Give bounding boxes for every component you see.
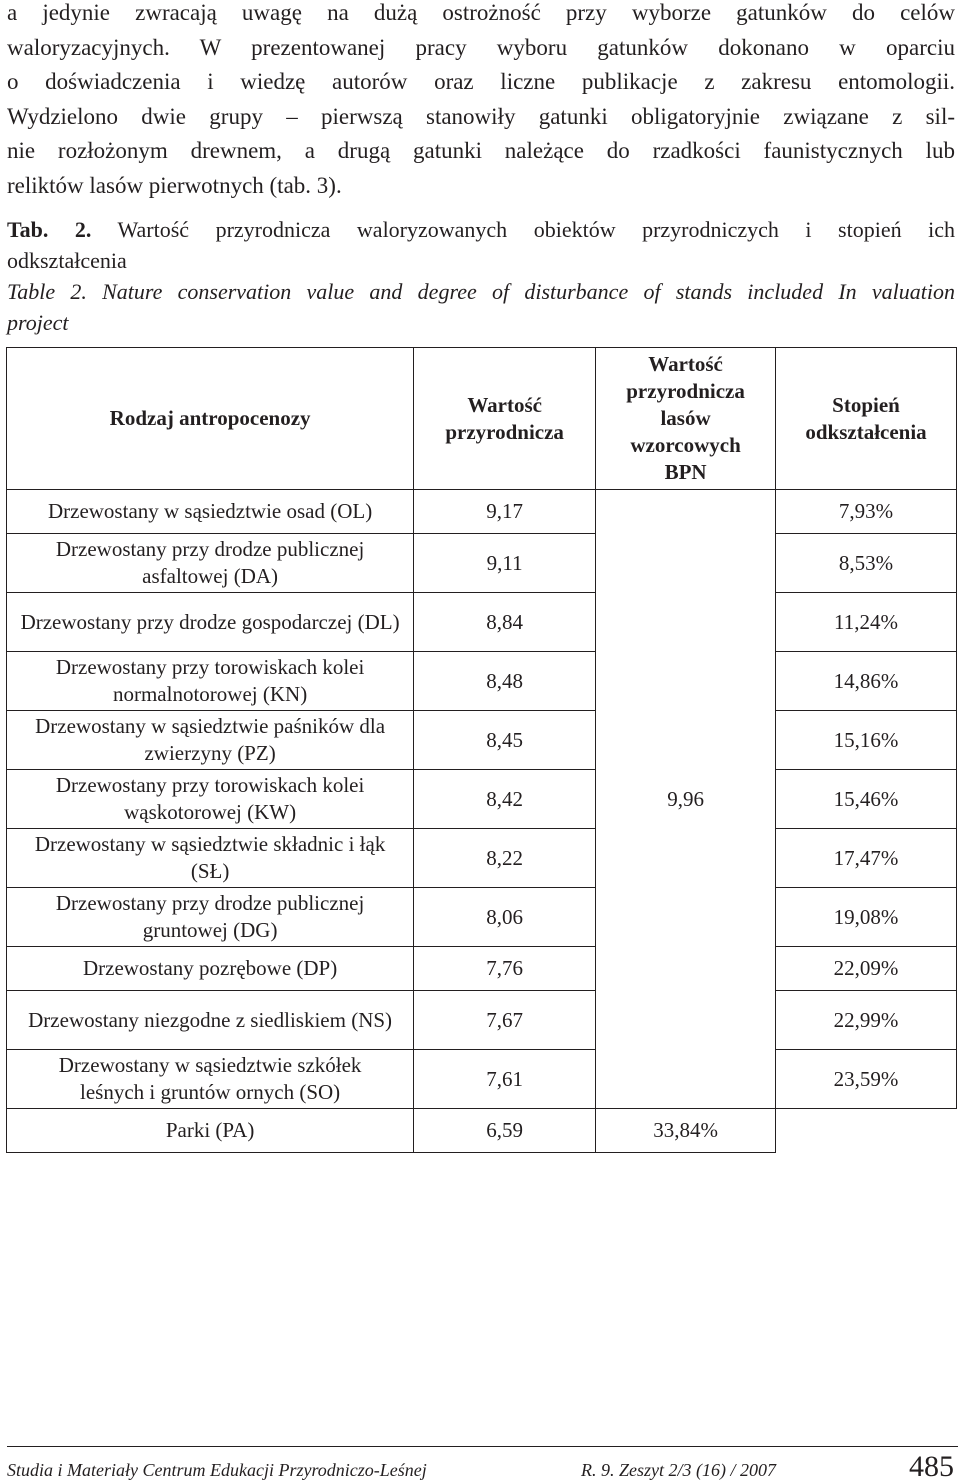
- row-type: Drzewostany w sąsiedztwie składnic i łąk (SŁ): [7, 829, 414, 888]
- footer-journal: Studia i Materiały Centrum Edukacji Przyrodniczo-Leśnej: [7, 1460, 427, 1480]
- table-row: [7, 770, 957, 829]
- caption-pl-line-2: odkształcenia: [7, 248, 127, 273]
- caption-pl-text: Wartość przyrodnicza waloryzowanych obiektów przyrodniczych i stopień ich: [117, 217, 955, 242]
- row-disturbance: 11,24%: [776, 593, 957, 652]
- table-row: [7, 652, 957, 711]
- row-value: 7,67: [414, 991, 596, 1050]
- caption-label: Tab. 2.: [7, 217, 92, 242]
- row-value: 8,22: [414, 829, 596, 888]
- table-row: [7, 593, 957, 652]
- row-disturbance: 15,46%: [776, 770, 957, 829]
- table-caption: [7, 214, 955, 338]
- table-row: [7, 1109, 957, 1153]
- table-row: [7, 1050, 957, 1109]
- paragraph-line: waloryzacyjnych. W prezentowanej pracy wyboru gatunków dokonano w oparciu: [7, 34, 955, 60]
- row-type: Drzewostany przy torowiskach kolei wąskotorowej (KW): [7, 770, 414, 829]
- row-disturbance: 33,84%: [596, 1109, 776, 1153]
- header-type: Rodzaj antropocenozy: [7, 348, 414, 490]
- row-type: Drzewostany pozrębowe (DP): [7, 947, 414, 991]
- row-disturbance: 17,47%: [776, 829, 957, 888]
- row-type: Drzewostany w sąsiedztwie paśników dla zwierzyny (PZ): [7, 711, 414, 770]
- paragraph-line: Wydzielono dwie grupy – pierwszą stanowiły gatunki obligatoryjnie związane z sil-: [7, 103, 955, 129]
- row-type: Drzewostany w sąsiedztwie szkółek leśnych i gruntów ornych (SO): [7, 1050, 414, 1109]
- footer-divider: [7, 1446, 958, 1447]
- paragraph-line: a jedynie zwracają uwagę na dużą ostrożność przy wyborze gatunków do celów: [7, 0, 955, 25]
- table-header-row: [7, 348, 957, 490]
- paragraph-line: nie rozłożonym drewnem, a drugą gatunki należące do rzadkości faunistycznych lub: [7, 138, 955, 163]
- row-type: Drzewostany przy torowiskach kolei normalnotorowej (KN): [7, 652, 414, 711]
- row-type: Drzewostany przy drodze publicznej asfaltowej (DA): [7, 534, 414, 593]
- table-row: [7, 888, 957, 947]
- row-value: 9,11: [414, 534, 596, 593]
- paragraph-line: o doświadczenia i wiedzę autorów oraz liczne publikacje z zakresu entomologii.: [7, 69, 955, 94]
- caption-pl-line: [7, 214, 955, 245]
- row-value: 8,06: [414, 888, 596, 947]
- row-type: Parki (PA): [7, 1109, 414, 1153]
- row-disturbance: 14,86%: [776, 652, 957, 711]
- paragraph-line: reliktów lasów pierwotnych (tab. 3).: [7, 172, 342, 198]
- row-value: 9,17: [414, 490, 596, 534]
- data-table: [6, 347, 957, 1153]
- row-disturbance: 15,16%: [776, 711, 957, 770]
- row-value: 6,59: [414, 1109, 596, 1153]
- row-disturbance: 22,99%: [776, 991, 957, 1050]
- table-row: [7, 711, 957, 770]
- row-value: 8,42: [414, 770, 596, 829]
- row-type: Drzewostany przy drodze publicznej gruntowej (DG): [7, 888, 414, 947]
- row-value: 8,45: [414, 711, 596, 770]
- header-disturbance: Stopień odkształcenia: [776, 348, 957, 490]
- row-value: 7,76: [414, 947, 596, 991]
- row-disturbance: 8,53%: [776, 534, 957, 593]
- header-value: Wartość przyrodnicza: [414, 348, 596, 490]
- row-disturbance: 22,09%: [776, 947, 957, 991]
- reference-value: 9,96: [596, 490, 776, 1109]
- caption-en-line: Table 2. Nature conservation value and degree of disturbance of stands included In valuation: [7, 279, 955, 304]
- table-row: [7, 991, 957, 1050]
- header-reference: Wartość przyrodnicza lasów wzorcowych BPN: [596, 348, 776, 490]
- table-row: [7, 947, 957, 991]
- row-value: 8,84: [414, 593, 596, 652]
- row-value: 8,48: [414, 652, 596, 711]
- table-row: [7, 534, 957, 593]
- table-row: [7, 490, 957, 534]
- page-number: 485: [909, 1450, 954, 1483]
- table-row: [7, 829, 957, 888]
- footer-issue: R. 9. Zeszyt 2/3 (16) / 2007: [581, 1460, 776, 1480]
- row-type: Drzewostany przy drodze gospodarczej (DL): [7, 593, 414, 652]
- row-type: Drzewostany w sąsiedztwie osad (OL): [7, 490, 414, 534]
- caption-en-line-2: project: [7, 310, 69, 335]
- row-disturbance: 7,93%: [776, 490, 957, 534]
- row-disturbance: 23,59%: [776, 1050, 957, 1109]
- row-type: Drzewostany niezgodne z siedliskiem (NS): [7, 991, 414, 1050]
- intro-paragraph: [7, 0, 955, 203]
- row-disturbance: 19,08%: [776, 888, 957, 947]
- row-value: 7,61: [414, 1050, 596, 1109]
